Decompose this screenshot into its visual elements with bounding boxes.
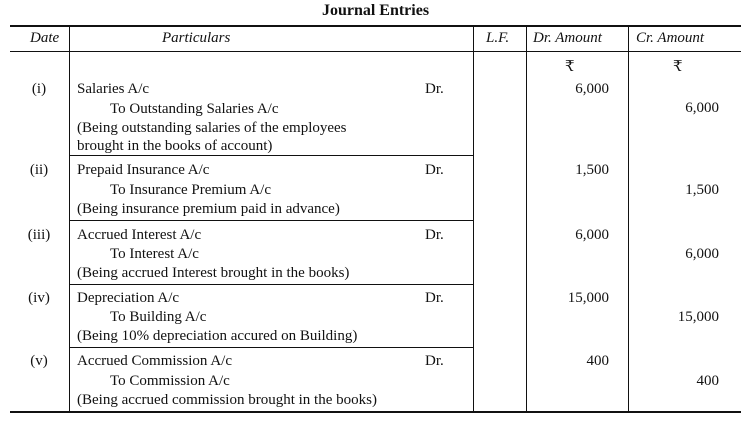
credit-account: To Commission A/c [110,373,230,389]
col-line-dr [628,25,629,413]
entry-separator [69,347,473,348]
dr-tag: Dr. [425,162,444,178]
currency-symbol-cr: ₹ [673,59,683,75]
col-line-date [69,25,70,413]
cr-amount: 400 [696,373,719,389]
cr-amount: 1,500 [685,182,719,198]
credit-account: To Interest A/c [110,246,199,262]
entry-date: (v) [30,353,48,369]
col-line-lf [526,25,527,413]
currency-symbol-dr: ₹ [565,59,575,75]
header-rule [10,51,741,52]
dr-amount: 15,000 [567,290,609,306]
header-lf: L.F. [486,30,510,46]
narration: (Being accrued commission brought in the books) [77,392,377,408]
top-rule [10,25,741,27]
bottom-rule [10,411,741,413]
header-date: Date [30,30,60,46]
dr-tag: Dr. [425,227,444,243]
debit-account: Salaries A/c [77,81,150,97]
dr-amount: 1,500 [575,162,609,178]
header-particulars: Particulars [162,30,231,46]
header-cr-amount: Cr. Amount [636,30,705,46]
entry-separator [69,155,473,156]
dr-tag: Dr. [425,353,444,369]
narration: (Being insurance premium paid in advance) [77,201,340,217]
narration: (Being 10% depreciation accured on Building) [77,328,358,344]
col-line-particulars [473,25,474,413]
narration: (Being accrued Interest brought in the books) [77,265,350,281]
table-title: Journal Entries [321,2,430,19]
header-dr-amount: Dr. Amount [533,30,602,46]
dr-tag: Dr. [425,81,444,97]
debit-account: Accrued Interest A/c [77,227,202,243]
entry-separator [69,284,473,285]
dr-tag: Dr. [425,290,444,306]
entry-separator [69,220,473,221]
debit-account: Depreciation A/c [77,290,180,306]
debit-account: Accrued Commission A/c [77,353,232,369]
narration: brought in the books of account) [77,138,273,154]
credit-account: To Building A/c [110,309,207,325]
entry-date: (iii) [27,227,51,243]
credit-account: To Insurance Premium A/c [110,182,271,198]
dr-amount: 6,000 [575,81,609,97]
entry-date: (ii) [29,162,49,178]
entry-date: (iv) [28,290,50,306]
debit-account: Prepaid Insurance A/c [77,162,210,178]
cr-amount: 6,000 [685,100,719,116]
dr-amount: 400 [586,353,609,369]
narration: (Being outstanding salaries of the employees [77,120,347,136]
dr-amount: 6,000 [575,227,609,243]
cr-amount: 15,000 [677,309,719,325]
credit-account: To Outstanding Salaries A/c [110,101,279,117]
entry-date: (i) [31,81,47,97]
cr-amount: 6,000 [685,246,719,262]
